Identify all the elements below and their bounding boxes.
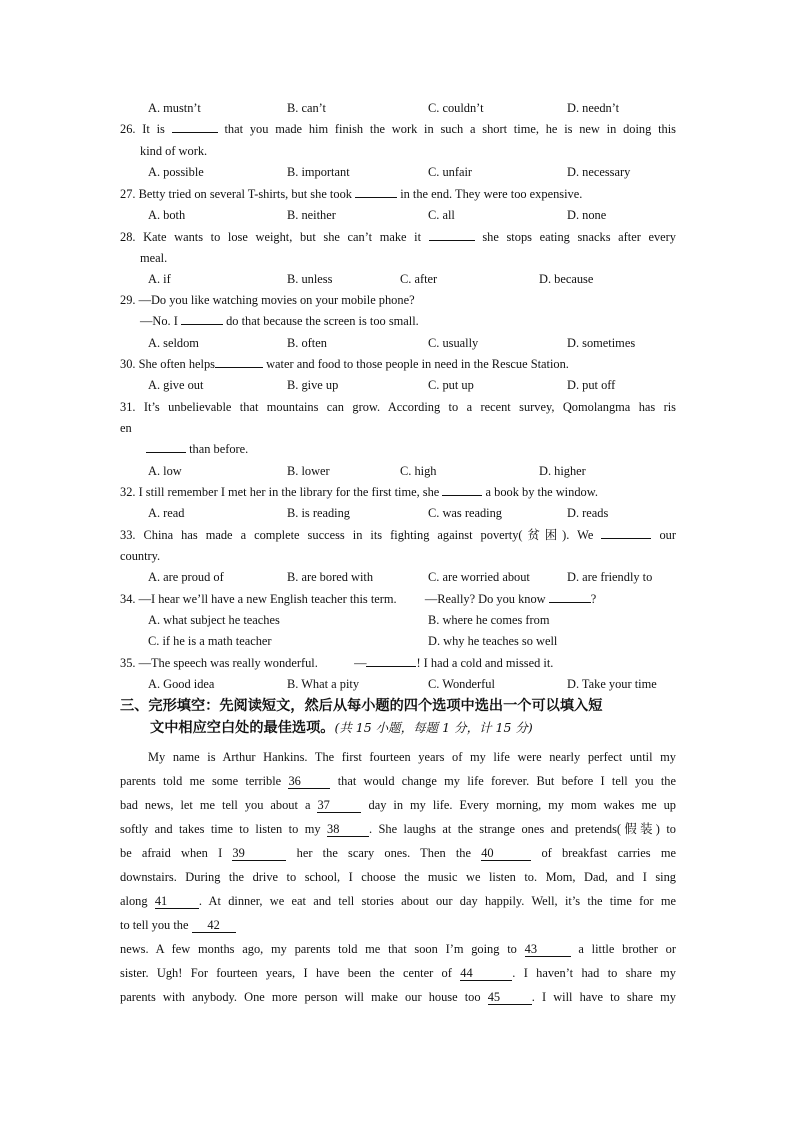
option-c[interactable]: C. was reading [428, 506, 502, 520]
option-d[interactable]: D. reads [567, 506, 609, 520]
passage-line: be afraid when I 39 her the scary ones. Then the 40 of breakfast carries me [120, 846, 676, 860]
option-d[interactable]: D. sometimes [567, 336, 636, 350]
option-a[interactable]: A. are proud of [148, 570, 224, 584]
q31-options [148, 463, 688, 479]
cloze-blank-38[interactable]: 38 [327, 822, 369, 837]
answer-blank[interactable] [442, 495, 482, 496]
option-b[interactable]: B. is reading [287, 506, 350, 520]
passage-line: My name is Arthur Hankins. The first fourteen years of my life were nearly perfect until my [148, 750, 676, 764]
option-b[interactable]: B. can’t [287, 101, 326, 115]
option-a[interactable]: A. Good idea [148, 677, 215, 691]
option-a[interactable]: A. what subject he teaches [148, 613, 280, 627]
cloze-blank-39[interactable]: 39 [232, 846, 286, 861]
q27-options [148, 207, 688, 223]
option-c[interactable]: C. put up [428, 378, 474, 392]
option-a[interactable]: A. low [148, 464, 182, 478]
option-c[interactable]: C. are worried about [428, 570, 530, 584]
q35-stem: 35. —The speech was really wonderful. — ! I had a cold and missed it. [120, 656, 554, 670]
option-a[interactable]: A. read [148, 506, 185, 520]
cloze-blank-41[interactable]: 41 [155, 894, 199, 909]
cloze-blank-40[interactable]: 40 [481, 846, 531, 861]
q31-stem: 31. It’s unbelievable that mountains can grow. According to a recent survey, Qomolangma has ris [120, 400, 676, 414]
option-b[interactable]: B. where he comes from [428, 613, 550, 627]
option-a[interactable]: A. mustn’t [148, 101, 201, 115]
q31-stem-cont: en [120, 421, 132, 435]
passage-line: news. A few months ago, my parents told me that soon I’m going to 43 a little brother or [120, 942, 676, 956]
q33-options [148, 569, 688, 585]
option-d[interactable]: D. because [539, 272, 594, 286]
q32-stem: 32. I still remember I met her in the library for the first time, she a book by the window. [120, 485, 598, 499]
q34-options-row1 [148, 612, 688, 628]
option-c[interactable]: C. unfair [428, 165, 473, 179]
q28-options [148, 271, 688, 287]
passage-line: softly and takes time to listen to my 38 . She laughs at the strange ones and pretends(假装) to [120, 822, 676, 836]
q31-blank-line: than before. [146, 441, 702, 457]
option-c[interactable]: C. after [400, 272, 438, 286]
passage-line: downstairs. During the drive to school, I choose the music we listen to. Mom, Dad, and I sing [120, 870, 676, 884]
passage-line: to tell you the 42 [120, 917, 676, 933]
option-b[interactable]: B. neither [287, 208, 336, 222]
option-c[interactable]: C. if he is a math teacher [148, 634, 272, 648]
q33-stem: 33. China has made a complete success in its fighting against poverty(贫困). We our [120, 528, 676, 542]
option-b[interactable]: B. lower [287, 464, 330, 478]
section-note: (共 15 小题，每题 1 分，计 15 分) [334, 720, 533, 735]
option-a[interactable]: A. give out [148, 378, 204, 392]
option-c[interactable]: C. high [400, 464, 437, 478]
q32-options [148, 505, 688, 521]
passage-line: parents told me some terrible 36 that would change my life forever. But before I tell you the [120, 774, 676, 788]
answer-blank[interactable] [172, 132, 218, 133]
option-a[interactable]: A. if [148, 272, 171, 286]
option-c[interactable]: C. couldn’t [428, 101, 484, 115]
answer-blank[interactable] [549, 602, 591, 603]
q26-stem: 26. It is that you made him finish the work in such a short time, he is new in doing this [120, 122, 676, 136]
q34-options-row2 [148, 633, 688, 649]
cloze-blank-43[interactable]: 43 [525, 942, 571, 957]
option-b[interactable]: B. What a pity [287, 677, 360, 691]
q35-options [148, 676, 688, 692]
q29-reply: —No. I do that because the screen is too small. [140, 314, 419, 328]
option-c[interactable]: C. all [428, 208, 455, 222]
section-title-line2: 文中相应空白处的最佳选项。(共 15 小题，每题 1 分，计 15 分) [150, 720, 533, 736]
q25-options [148, 100, 688, 116]
q26-stem-cont: kind of work. [140, 144, 208, 158]
passage-line: along 41 . At dinner, we eat and tell stories about our day happily. Well, it’s the time for me [120, 894, 676, 908]
q30-stem: 30. She often helps water and food to those people in need in the Rescue Station. [120, 357, 569, 371]
answer-blank[interactable] [181, 324, 223, 325]
answer-blank[interactable] [601, 538, 651, 539]
option-d[interactable]: D. why he teaches so well [428, 634, 558, 648]
option-d[interactable]: D. necessary [567, 165, 631, 179]
cloze-blank-36[interactable]: 36 [288, 774, 330, 789]
q30-options [148, 377, 688, 393]
option-b[interactable]: B. give up [287, 378, 339, 392]
section-heading [120, 695, 680, 739]
option-b[interactable]: B. important [287, 165, 350, 179]
cloze-blank-42[interactable]: 42 [192, 918, 236, 933]
option-b[interactable]: B. are bored with [287, 570, 374, 584]
option-c[interactable]: C. usually [428, 336, 479, 350]
cloze-blank-44[interactable]: 44 [460, 966, 512, 981]
option-a[interactable]: A. both [148, 208, 186, 222]
passage-line: parents with anybody. One more person will make our house too 45 . I will have to share my [120, 990, 676, 1004]
option-c[interactable]: C. Wonderful [428, 677, 495, 691]
answer-blank[interactable] [366, 666, 416, 667]
option-d[interactable]: D. put off [567, 378, 616, 392]
answer-blank[interactable] [215, 367, 263, 368]
q29-options [148, 335, 688, 351]
q27-stem: 27. Betty tried on several T-shirts, but she took in the end. They were too expensive. [120, 187, 583, 201]
cloze-blank-45[interactable]: 45 [488, 990, 532, 1005]
passage-line: bad news, let me tell you about a 37 day in my life. Every morning, my mom wakes me up [120, 798, 676, 812]
section-title-line1: 三、完形填空：先阅读短文，然后从每小题的四个选项中选出一个可以填入短 [120, 698, 603, 714]
option-d[interactable]: D. needn’t [567, 101, 620, 115]
option-d[interactable]: D. higher [539, 464, 586, 478]
option-b[interactable]: B. often [287, 336, 327, 350]
q28-stem: 28. Kate wants to lose weight, but she can’t make it she stops eating snacks after every [120, 230, 676, 244]
option-a[interactable]: A. seldom [148, 336, 199, 350]
answer-blank[interactable] [355, 197, 397, 198]
cloze-blank-37[interactable]: 37 [317, 798, 361, 813]
option-b[interactable]: B. unless [287, 272, 333, 286]
answer-blank[interactable] [429, 240, 475, 241]
option-d[interactable]: D. Take your time [567, 677, 657, 691]
q26-options [148, 164, 688, 180]
q29-stem: 29. —Do you like watching movies on your mobile phone? [120, 293, 415, 307]
option-d[interactable]: D. are friendly to [567, 570, 653, 584]
q34-stem: 34. —I hear we’ll have a new English teacher this term. —Really? Do you know ? [120, 592, 597, 606]
option-d[interactable]: D. none [567, 208, 607, 222]
passage-line: sister. Ugh! For fourteen years, I have been the center of 44 . I haven’t had to share my [120, 966, 676, 980]
option-a[interactable]: A. possible [148, 165, 204, 179]
q33-stem-cont: country. [120, 549, 161, 563]
q28-stem-cont: meal. [140, 251, 168, 265]
answer-blank[interactable] [146, 452, 186, 453]
